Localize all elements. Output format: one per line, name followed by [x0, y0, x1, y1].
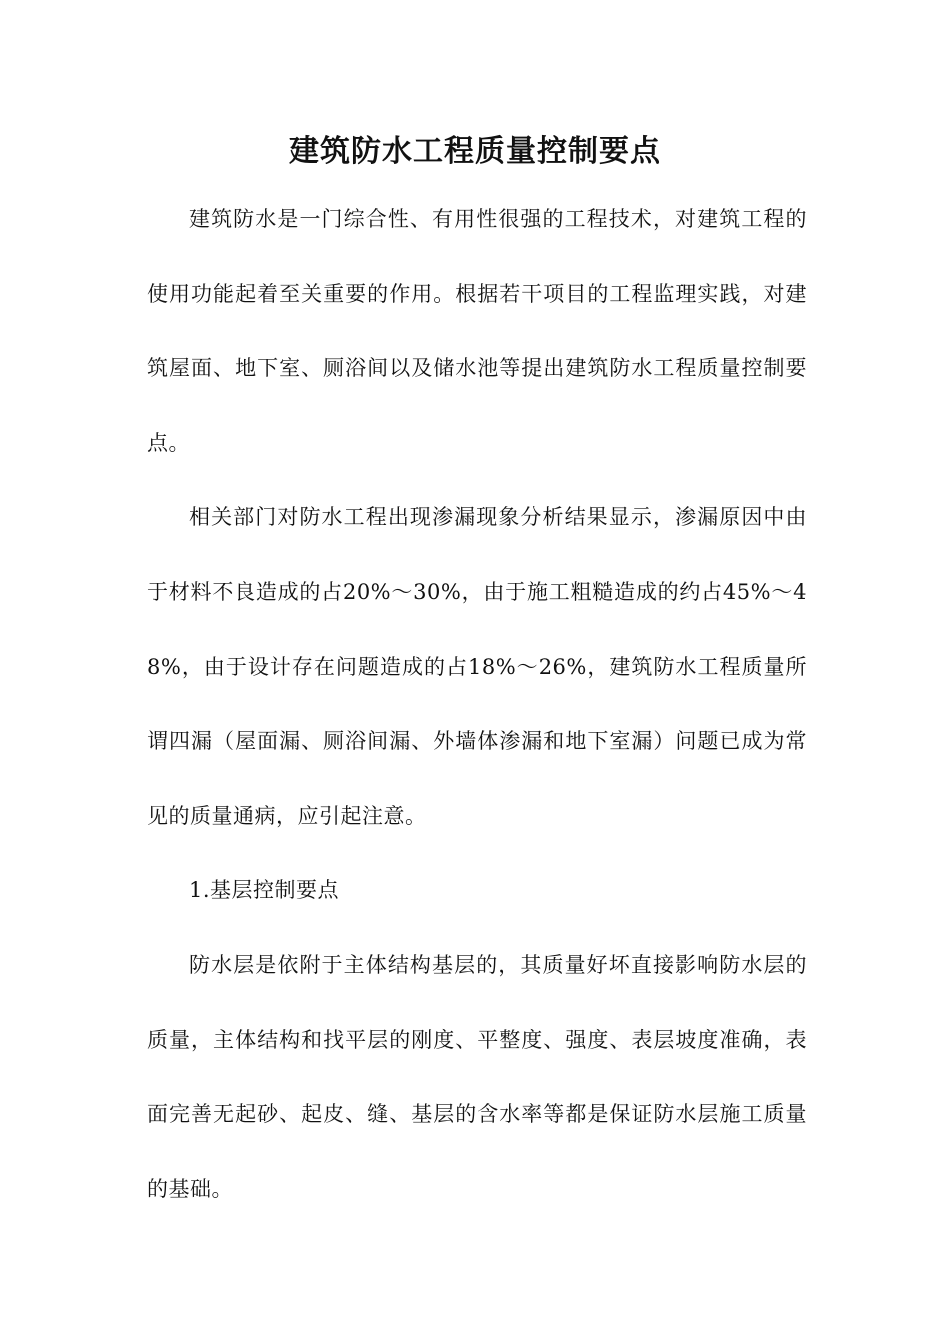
- document-title: 建筑防水工程质量控制要点: [289, 134, 661, 169]
- leakage-analysis-paragraph: 相关部门对防水工程出现渗漏现象分析结果显示，渗漏原因中由于材料不良造成的占20%～30%，由于施工粗糙造成的约占45%～48%，由于设计存在问题造成的占18%～26%，建筑防水工程质量所谓四漏（屋面漏、厕浴间漏、外墙体渗漏和地下室漏）问题已成为常见的质量通病，应引起注意。: [147, 505, 807, 828]
- section-heading-base-layer: 1.基层控制要点: [189, 878, 340, 903]
- base-layer-paragraph: 防水层是依附于主体结构基层的，其质量好坏直接影响防水层的质量，主体结构和找平层的刚度、平整度、强度、表层坡度准确，表面完善无起砂、起皮、缝、基层的含水率等都是保证防水层施工质量的基础。: [147, 952, 807, 1201]
- intro-paragraph: 建筑防水是一门综合性、有用性很强的工程技术，对建筑工程的使用功能起着至关重要的作用。根据若干项目的工程监理实践，对建筑屋面、地下室、厕浴间以及储水池等提出建筑防水工程质量控制要点。: [147, 207, 807, 455]
- document-body: [147, 182, 807, 1226]
